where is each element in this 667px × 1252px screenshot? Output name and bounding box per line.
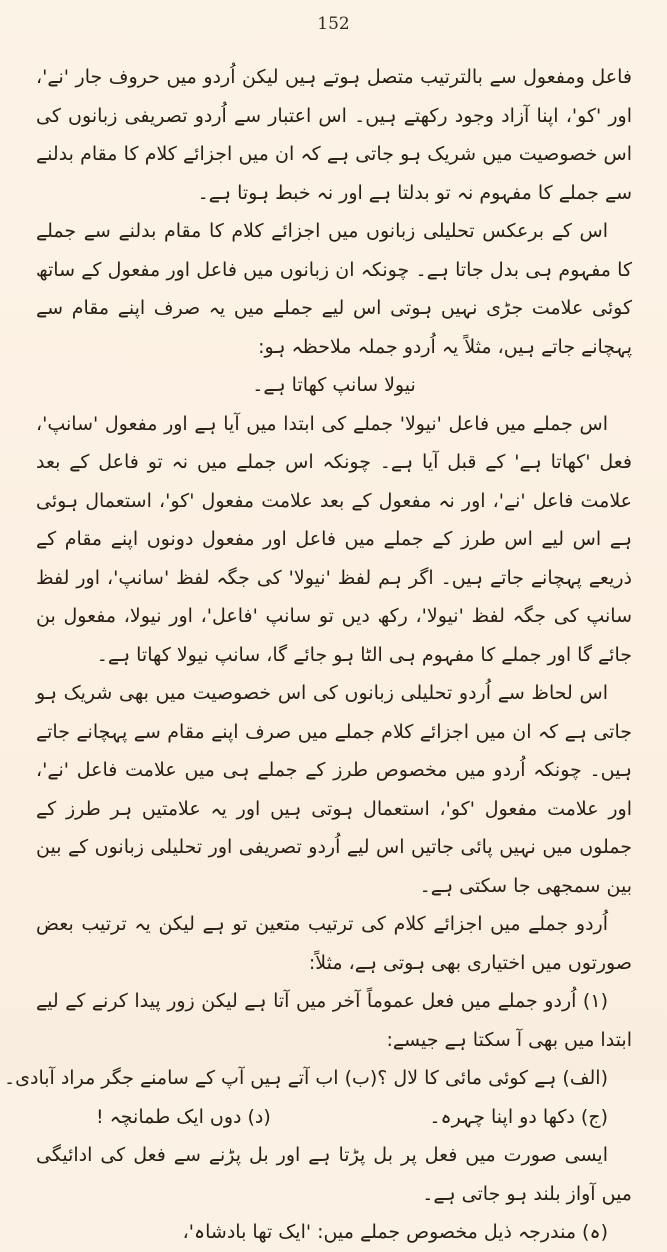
examples-row-1 <box>3 1059 632 1098</box>
example-jeem: (ج) دکھا دو اپنا چہرہ۔ <box>429 1105 608 1128</box>
example-alif: (الف) ہے کوئی مائی کا لال ؟ <box>377 1067 608 1089</box>
paragraph-7: ایسی صورت میں فعل پر بل پڑتا ہے اور بل پڑنے سے فعل کی ادائیگی میں آواز بلند ہو جاتی ہے۔ <box>36 1144 632 1205</box>
example-dal: (د) دوں ایک طمانچہ ! <box>96 1105 271 1128</box>
paragraph-2: اس کے برعکس تحلیلی زبانوں میں اجزائے کلام کا مقام بدلنے سے جملے کا مفہوم ہی بدل جاتا ہے۔ چونکہ ان زبانوں میں فاعل اور مفعول کے ساتھ کوئی علامت جڑی نہیں ہوتی اس لیے جملے میں یہ صرف اپنے مقام سے پہچانے جاتے ہیں، مثلاً یہ اُردو جملہ ملاحظہ ہو: <box>36 220 632 358</box>
paragraph-6: (۱) اُردو جملے میں فعل عموماً آخر میں آتا ہے لیکن زور پیدا کرنے کے لیے ابتدا میں بھی آ سکتا ہے جیسے: <box>36 990 632 1051</box>
paragraph-8: (ہ) مندرجہ ذیل مخصوص جملے میں: 'ایک تھا بادشاہ'، <box>182 1221 608 1243</box>
paragraph-4: اس لحاظ سے اُردو تحلیلی زبانوں کی اس خصوصیت میں بھی شریک ہو جاتی ہے کہ ان میں اجزائے کلام جملے میں صرف اپنے مقام سے پہچانے جاتے ہیں۔ چونکہ اُردو میں مخصوص طرز کے جملے ہی میں علامت فاعل 'نے'، اور علامت مفعول 'کو'، استعمال ہوتی ہیں اور یہ علامتیں ہر طرز کے جملوں میں نہیں پائی جاتیں اس لیے اُردو تصریفی اور تحلیلی زبانوں کے بین بین سمجھی جا سکتی ہے۔ <box>36 682 632 897</box>
paragraph-5: اُردو جملے میں اجزائے کلام کی ترتیب متعین تو ہے لیکن یہ ترتیب بعض صورتوں میں اختیاری بھی ہوتی ہے، مثلاً: <box>36 913 632 974</box>
page-number: 152 <box>317 14 350 34</box>
paragraph-1: فاعل ومفعول سے بالترتیب متصل ہوتے ہیں لیکن اُردو میں حروف جار 'نے'، اور 'کو'، اپنا آزاد وجود رکھتے ہیں۔ اس اعتبار سے اُردو تصریفی زبانوں کی اس خصوصیت میں شریک ہو جاتی ہے کہ ان میں اجزائے کلام کا مقام بدلنے سے جملے کا مفہوم نہ تو بدلتا ہے اور نہ خبط ہوتا ہے۔ <box>36 66 632 204</box>
example-sentence: نیولا سانپ کھاتا ہے۔ <box>252 374 416 396</box>
paragraph-3: اس جملے میں فاعل 'نیولا' جملے کی ابتدا میں آیا ہے اور مفعول 'سانپ'، فعل 'کھاتا ہے' کے قبل آیا ہے۔ چونکہ اس جملے میں نہ تو فاعل کے بعد علامت فاعل 'نے'، اور نہ مفعول کے بعد علامت مفعول 'کو'، استعمال ہوئی ہے اس لیے اس طرز کے جملے میں فاعل اور مفعول دونوں اپنے مقام کے ذریعے پہچانے جاتے ہیں۔ اگر ہم لفظ 'نیولا' کی جگہ لفظ 'سانپ'، اور لفظ سانپ کی جگہ لفظ 'نیولا'، رکھ دیں تو سانپ 'فاعل'، اور نیولا، مفعول بن جائے گا اور جملے کا مفہوم ہی الٹا ہو جائے گا، سانپ نیولا کھاتا ہے۔ <box>36 412 632 666</box>
examples-row-2 <box>36 1098 632 1137</box>
page-body <box>3 58 632 1252</box>
example-be: (ب) اب آتے ہیں آپ کے سامنے جگر مراد آبادی۔ <box>3 1067 378 1089</box>
